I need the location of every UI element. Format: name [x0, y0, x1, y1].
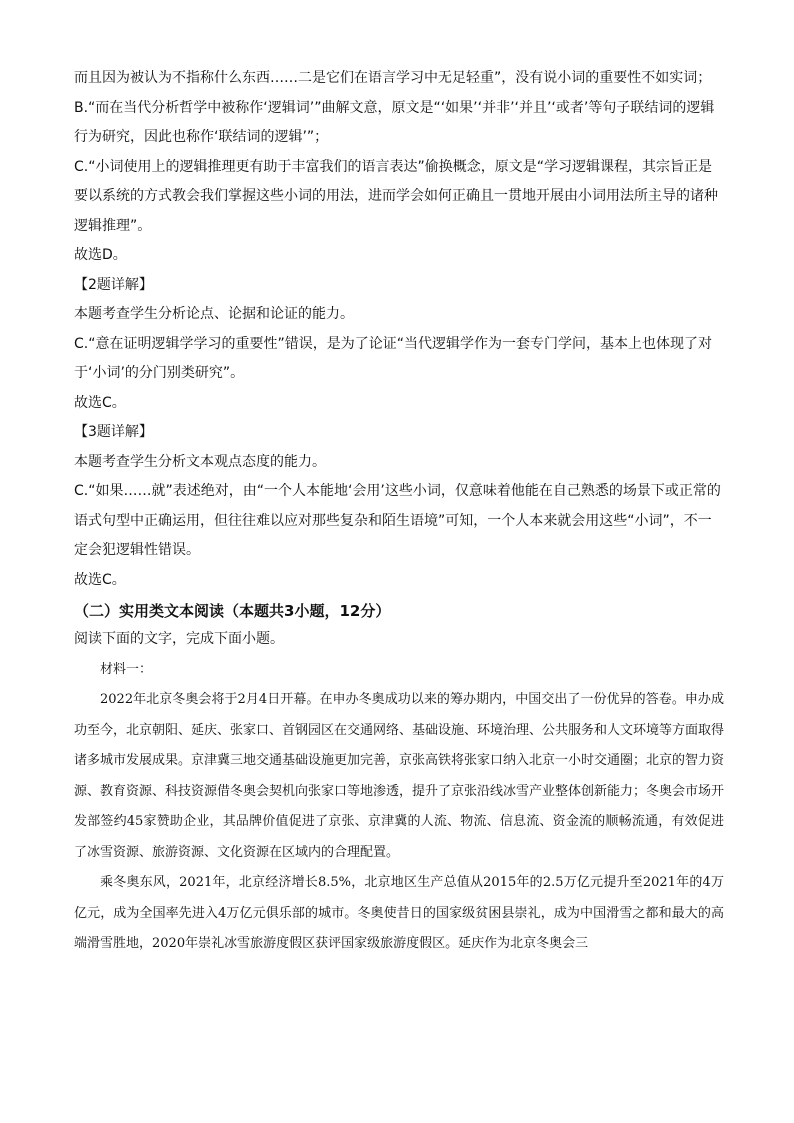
- answer-line: 故选D。: [74, 247, 127, 263]
- section-title: （二）实用类文本阅读（本题共3小题，12分）: [74, 602, 391, 620]
- question-heading: 【2题详解】: [74, 276, 153, 293]
- question-heading: 【3题详解】: [74, 424, 153, 440]
- instruction: 阅读下面的文字，完成下面小题。: [74, 631, 284, 647]
- material-one: [74, 655, 724, 960]
- text-line: C.“意在证明逻辑学学习的重要性”错误，是为了论证“当代逻辑学作为一套专门学问，基本上也体现了对于‘小词’的分门别类研究”。: [74, 335, 712, 381]
- material-label: 材料一：: [100, 661, 153, 677]
- answer-explanation: [74, 64, 724, 595]
- answer-line: 故选C。: [74, 571, 126, 588]
- text-line: B.“而在当代分析哲学中被称作‘逻辑词’”曲解文意，原文是“‘如果’‘并非’‘并且’‘或者’等句子联结词的逻辑行为研究，因此也称作‘联结词的逻辑’”；: [74, 99, 715, 145]
- text-line: C.“小词使用上的逻辑推理更有助于丰富我们的语言表达”偷换概念，原文是“学习逻辑课程，其宗旨正是要以系统的方式教会我们掌握这些小词的用法，进而学会如何正确且一贯地开展由小词用法所主导的诸种逻辑推理”。: [74, 158, 718, 234]
- answer-line: 故选C。: [74, 394, 126, 411]
- text-line: C.“如果……就”表述绝对，由“一个人本能地‘会用’这些小词，仅意味着他能在自己熟悉的场景下或正常的语式句型中正确运用，但往往难以应对那些复杂和陌生语境”可知，一个人本来就会用这些“小词”，不一定会犯逻辑性错误。: [74, 483, 721, 558]
- text-line: 而且因为被认为不指称什么东西……二是它们在语言学习中无足轻重”，没有说小词的重要性不如实词；: [74, 70, 712, 86]
- material-paragraph: 2022年北京冬奥会将于2月4日开幕。在申办冬奥成功以来的筹办期内，中国交出了一份优异的答卷。申办成功至今，北京朝阳、延庆、张家口、首钢园区在交通网络、基础设施、环境治理、公共服务和人文环境等方面取得诸多城市发展成果。京津冀三地交通基础设施更加完善，京张高铁将张家口纳入北京一小时交通圈；北京的智力资源、教育资源、科技资源借冬奥会契机向张家口等地渗透，提升了京张沿线冰雪产业整体创新能力；冬奥会市场开发部签约45家赞助企业，其品牌价值促进了京张、京津冀的人流、物流、信息流、资金流的顺畅流通，有效促进了冰雪资源、旅游资源、文化资源在区域内的合理配置。: [74, 692, 725, 860]
- material-paragraph: 乘冬奥东风，2021年，北京经济增长8.5%，北京地区生产总值从2015年的2.5万亿元提升至2021年的4万亿元，成为全国率先进入4万亿元俱乐部的城市。冬奥使昔日的国家级贫困县崇礼，成为中国滑雪之都和最大的高端滑雪胜地，2020年崇礼冰雪旅游度假区获评国家级旅游度假区。延庆作为北京冬奥会三: [74, 875, 724, 951]
- text-line: 本题考查学生分析文本观点态度的能力。: [74, 453, 326, 470]
- text-line: 本题考查学生分析论点、论据和论证的能力。: [74, 306, 354, 322]
